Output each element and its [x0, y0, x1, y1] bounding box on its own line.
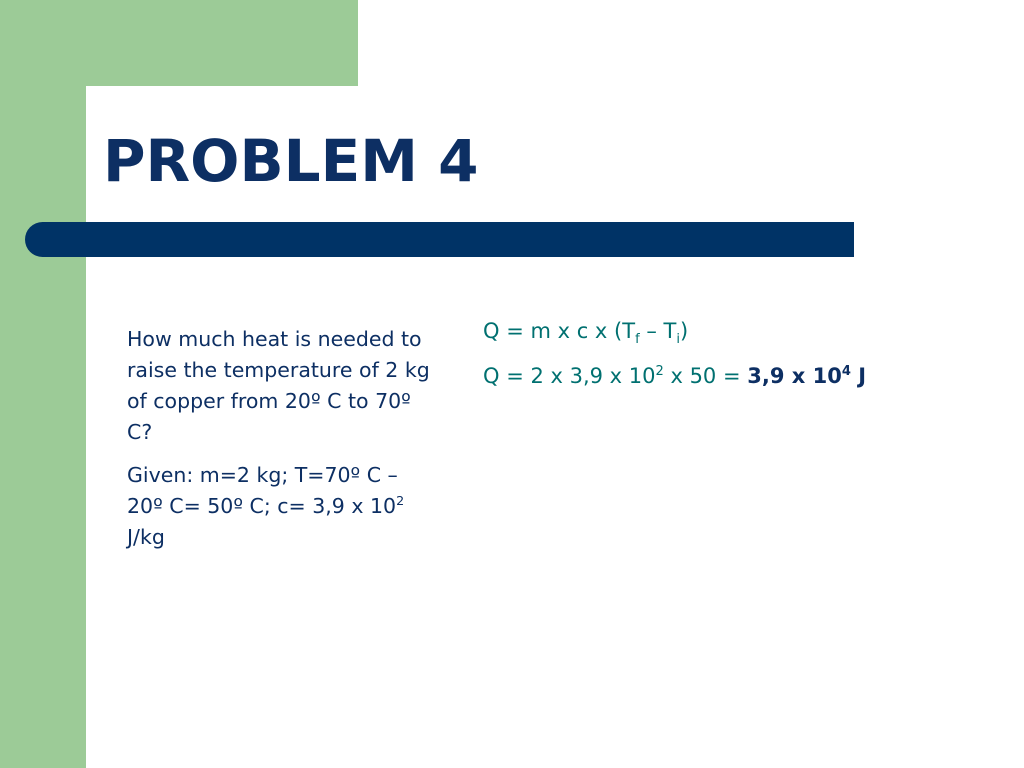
calc-middle: x 50 =: [663, 364, 748, 388]
formula-prefix: Q = m x c x (T: [483, 319, 636, 343]
answer-base: 3,9 x 10: [747, 364, 842, 388]
title-underline-bar: [25, 222, 854, 257]
formula-mid: – T: [639, 319, 677, 343]
given-exponent: 2: [396, 493, 405, 509]
given-unit: J/kg: [127, 525, 165, 549]
formula-sub-i: i: [676, 332, 680, 348]
calc-exponent: 2: [655, 364, 664, 379]
calculation-line: [483, 361, 1003, 392]
green-top-band: [0, 0, 358, 86]
formula-sub-f: f: [635, 332, 640, 348]
slide-title: PROBLEM 4: [103, 127, 479, 195]
formula-suffix: ): [679, 319, 689, 343]
answer-unit: J: [850, 364, 867, 388]
calc-prefix: Q = 2 x 3,9 x 10: [483, 364, 656, 388]
question-text: How much heat is needed to raise the temperature of 2 kg of copper from 20º C to 70º C?: [127, 327, 430, 444]
final-answer: [747, 364, 866, 388]
green-side-band: [0, 0, 86, 768]
solution: [483, 316, 1003, 406]
answer-exponent: 4: [841, 364, 851, 379]
problem-statement: [127, 324, 437, 565]
given-prefix: Given: m=2 kg; T=70º C – 20º C= 50º C; c= 3,9 x 10: [127, 463, 398, 518]
formula-line: [483, 316, 1003, 347]
given-text: [127, 460, 437, 553]
